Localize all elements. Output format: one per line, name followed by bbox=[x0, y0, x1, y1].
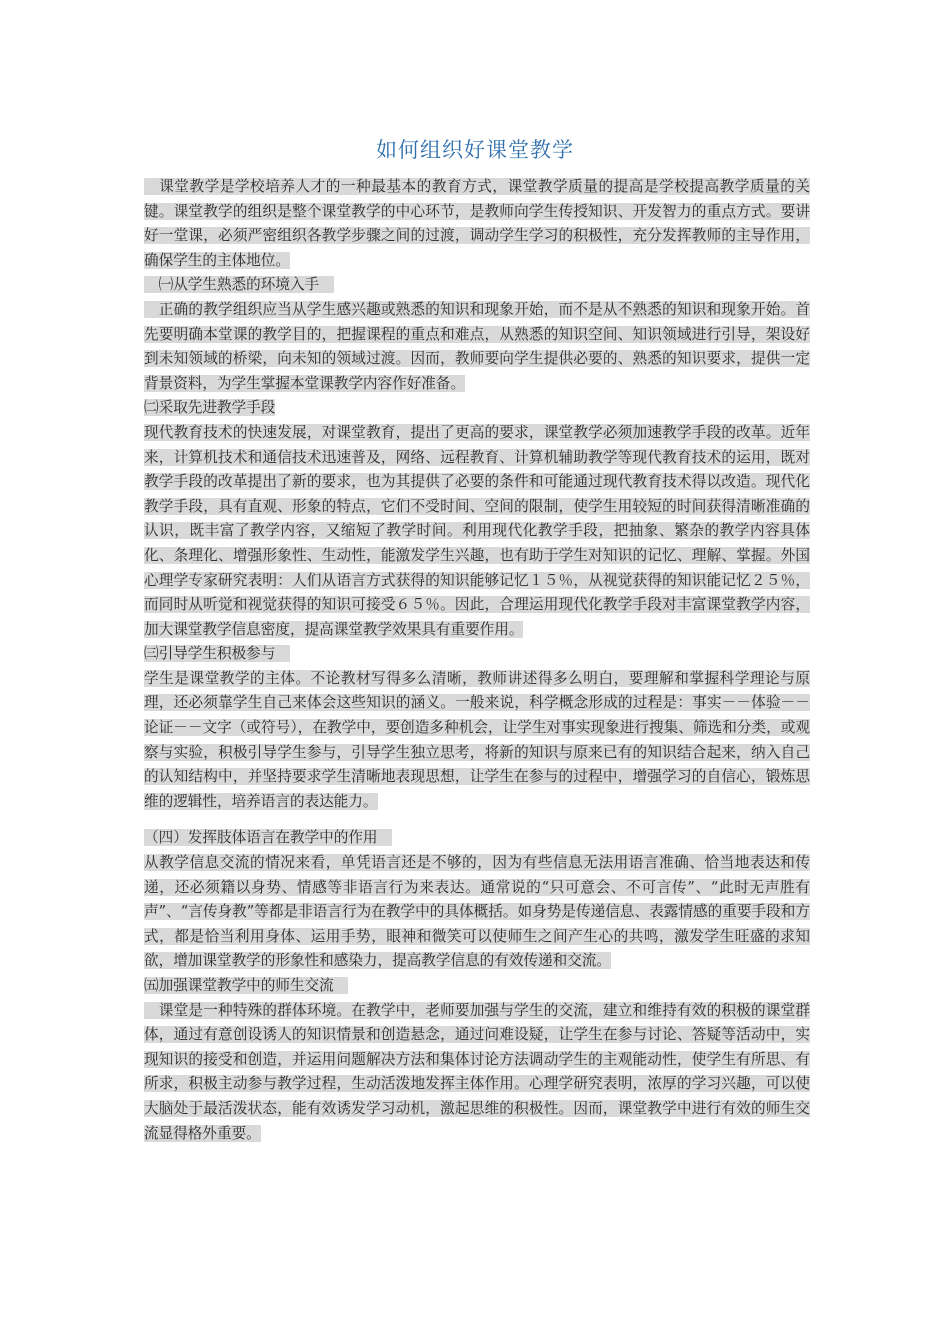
section-1-body: 正确的教学组织应当从学生感兴趣或熟悉的知识和现象开始，而不是从不熟悉的知识和现象开始。首先要明确本堂课的教学目的，把握课程的重点和难点，从熟悉的知识空间、知识领域进行引导，架设好到未知领域的桥梁，向未知的领域过渡。因而，教师要向学生提供必要的、熟悉的知识要求，提供一定背景资料，为学生掌握本堂课教学内容作好准备。 bbox=[144, 300, 810, 392]
section-4-body: 从教学信息交流的情况来看，单凭语言还是不够的，因为有些信息无法用语言准确、恰当地表达和传递，还必须籍以身势、情感等非语言行为来表达。通常说的“只可意会、不可言传”、“此时无声胜有声”、“言传身教”等都是非语言行为在教学中的具体概括。如身势是传递信息、表露情感的重要手段和方式，都是恰当利用身体、运用手势，眼神和微笑可以使师生之间产生心的共鸣，激发学生旺盛的求知欲，增加课堂教学的形象性和感染力，提高教学信息的有效传递和交流。 bbox=[144, 854, 810, 970]
section-3-heading: ㈢引导学生积极参与 bbox=[144, 645, 290, 663]
section-2-heading: ㈡采取先进教学手段 bbox=[144, 399, 276, 417]
section-3-body: 学生是课堂教学的主体。不论教材写得多么清晰，教师讲述得多么明白，要理解和掌握科学理论与原理，还必须靠学生自己来体会这些知识的涵义。一般来说，科学概念形成的过程是：事实－－体验－－论证－－文字（或符号），在教学中，要创造多种机会，让学生对事实现象进行搜集、筛选和分类，或观察与实验，积极引导学生参与，引导学生独立思考，将新的知识与原来已有的知识结合起来，纳入自己的认知结构中，并坚持要求学生清晰地表现思想，让学生在参与的过程中，增强学习的自信心，锻炼思维的逻辑性，培养语言的表达能力。 bbox=[144, 669, 810, 810]
paragraph-gap bbox=[144, 814, 810, 826]
section-2-body: 现代教育技术的快速发展，对课堂教育，提出了更高的要求，课堂教学必须加速教学手段的改革。近年来，计算机技术和通信技术迅速普及，网络、远程教育、计算机辅助教学等现代教育技术的运用，既对教学手段的改革提出了新的要求，也为其提供了必要的条件和可能通过现代教育技术得以改造。现代化教学手段，具有直观、形象的特点，它们不受时间、空间的限制，使学生用较短的时间获得清晰准确的认识，既丰富了教学内容，又缩短了教学时间。利用现代化教学手段，把抽象、繁杂的教学内容具体化、条理化、增强形象性、生动性，能激发学生兴趣，也有助于学生对知识的记忆、理解、掌握。外国心理学专家研究表明：人们从语言方式获得的知识能够记忆１５％，从视觉获得的知识能记忆２５％，而同时从听觉和视觉获得的知识可接受６５％。因此，合理运用现代化教学手段对丰富课堂教学内容，加大课堂教学信息密度，提高课堂教学效果具有重要作用。 bbox=[144, 423, 810, 638]
section-4-heading: （四）发挥肢体语言在教学中的作用 bbox=[144, 829, 393, 847]
section-1-heading: ㈠从学生熟悉的环境入手 bbox=[144, 276, 334, 294]
document-title: 如何组织好课堂教学 bbox=[376, 138, 574, 162]
intro-block bbox=[144, 175, 810, 1146]
intro-paragraph: 课堂教学是学校培养人才的一种最基本的教育方式，课堂教学质量的提高是学校提高教学质量的关键。课堂教学的组织是整个课堂教学的中心环节，是教师向学生传授知识、开发智力的重点方式。要讲好一堂课，必须严密组织各教学步骤之间的过渡，调动学生学习的积极性，充分发挥教师的主导作用，确保学生的主体地位。 bbox=[144, 178, 810, 269]
section-5-heading: ㈤加强课堂教学中的师生交流 bbox=[144, 977, 349, 994]
section-5-body: 课堂是一种特殊的群体环境。在教学中，老师要加强与学生的交流，建立和维持有效的积极的课堂群体，通过有意创设诱人的知识情景和创造悬念，通过问难设疑，让学生在参与讨论、答疑等活动中，实现知识的接受和创造，并运用问题解决方法和集体讨论方法调动学生的主观能动性，使学生有所思、有所求，积极主动参与教学过程，生动活泼地发挥主体作用。心理学研究表明，浓厚的学习兴趣，可以使大脑处于最活泼状态，能有效诱发学习动机，激起思维的积极性。因而，课堂教学中进行有效的师生交流显得格外重要。 bbox=[144, 1001, 810, 1142]
